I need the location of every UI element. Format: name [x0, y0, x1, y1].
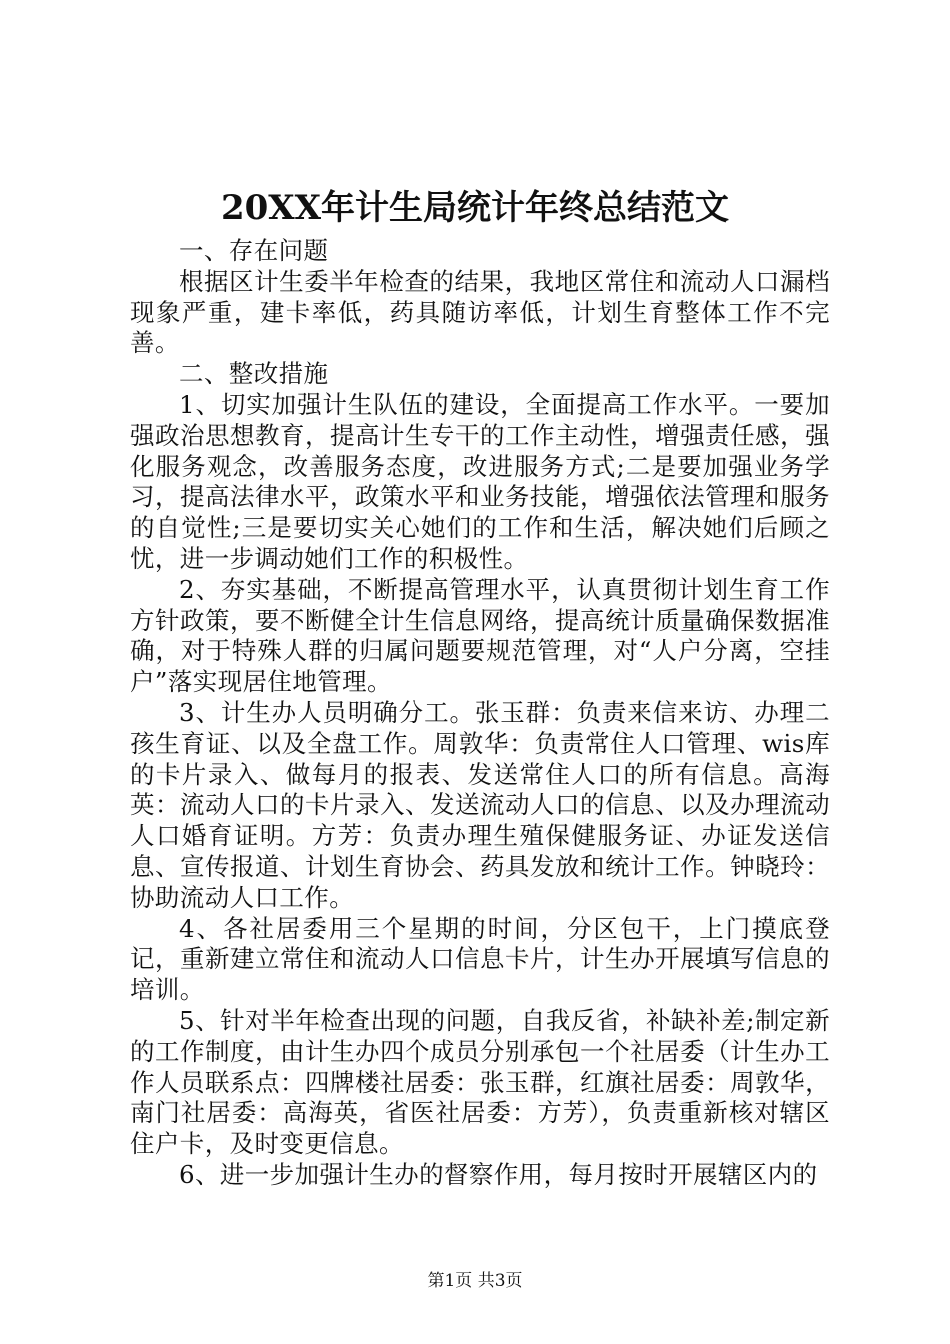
document-title: 20XX年计生局统计年终总结范文 — [220, 188, 730, 228]
paragraph-measure-1: 1、切实加强计生队伍的建设，全面提高工作水平。一要加强政治思想教育，提高计生专干的工作主动性，增强责任感，强化服务观念，改善服务态度，改进服务方式;二是要加强业务学习，提高法律水平，政策水平和业务技能，增强依法管理和服务的自觉性;三是要切实关心她们的工作和生活，解决她们后顾之忧，进一步调动她们工作的积极性。 — [130, 389, 830, 573]
paragraph-measure-2: 2、夯实基础，不断提高管理水平，认真贯彻计划生育工作方针政策，要不断健全计生信息网络，提高统计质量确保数据准确，对于特殊人群的归属问题要规范管理，对“人户分离，空挂户”落实现居住地管理。 — [130, 574, 830, 697]
paragraph-measure-5: 5、针对半年检查出现的问题，自我反省，补缺补差;制定新的工作制度，由计生办四个成员分别承包一个社居委（计生办工作人员联系点：四牌楼社居委：张玉群，红旗社居委：周敦华，南门社居委：高海英，省医社居委：方芳），负责重新核对辖区住户卡，及时变更信息。 — [130, 1005, 830, 1159]
paragraph-problems: 根据区计生委半年检查的结果，我地区常住和流动人口漏档现象严重，建卡率低，药具随访率低，计划生育整体工作不完善。 — [130, 266, 830, 358]
paragraph-measure-3: 3、计生办人员明确分工。张玉群：负责来信来访、办理二孩生育证、以及全盘工作。周敦华：负责常住人口管理、wis库的卡片录入、做每月的报表、发送常住人口的所有信息。高海英：流动人口的卡片录入、发送流动人口的信息、以及办理流动人口婚育证明。方芳：负责办理生殖保健服务证、办证发送信息、宣传报道、计划生育协会、药具发放和统计工作。钟晓玲：协助流动人口工作。 — [130, 697, 830, 912]
paragraph-measure-4: 4、各社居委用三个星期的时间，分区包干，上门摸底登记，重新建立常住和流动人口信息卡片，计生办开展填写信息的培训。 — [130, 913, 830, 1005]
section-heading-measures: 二、整改措施 — [179, 359, 329, 389]
section-heading-problems: 一、存在问题 — [179, 236, 329, 265]
document-body — [130, 236, 830, 1191]
page-footer: 第1页 共3页 — [427, 1271, 523, 1291]
paragraph-measure-6: 6、进一步加强计生办的督察作用，每月按时开展辖区内的 — [179, 1159, 818, 1189]
